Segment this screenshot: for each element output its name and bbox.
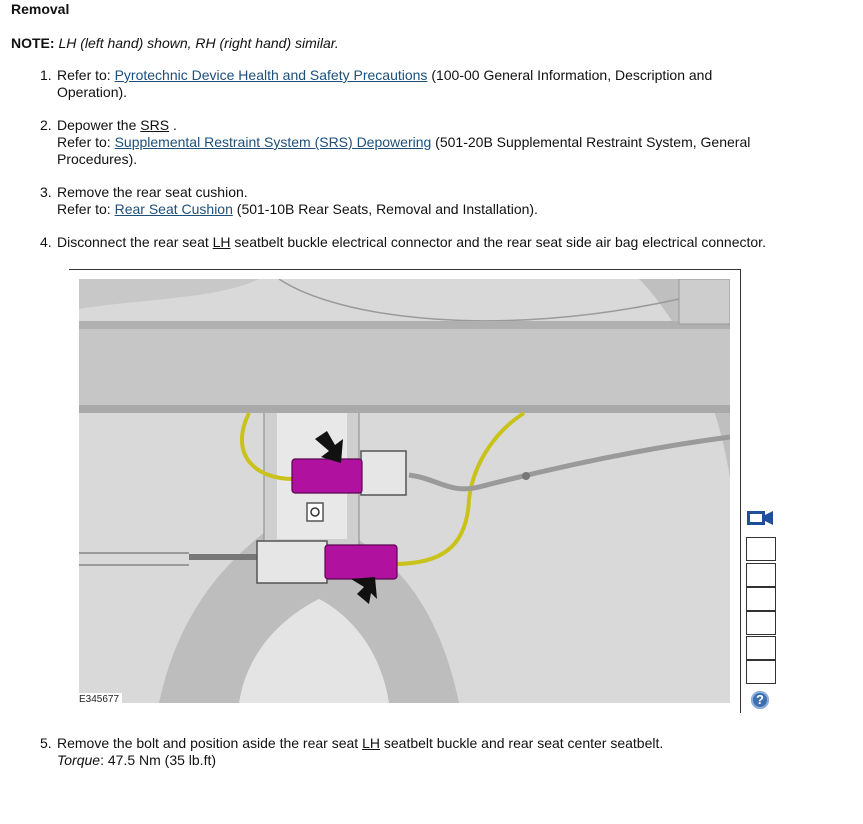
step-text: Refer to:	[57, 134, 115, 150]
step-text: Operation).	[57, 84, 128, 100]
note-text: LH (left hand) shown, RH (right hand) similar.	[58, 35, 339, 51]
help-icon[interactable]: ?	[751, 691, 769, 709]
step-text: .	[169, 117, 177, 133]
seatbelt-buckle-connector	[325, 545, 397, 579]
step-text: Depower the	[57, 117, 141, 133]
step-text: Remove the bolt and position aside the rear seat	[57, 735, 363, 751]
note	[11, 35, 339, 51]
tool-button[interactable]	[746, 563, 776, 587]
step-text: (501-20B Supplemental Restraint System, General	[431, 134, 751, 150]
step-text: Procedures).	[57, 151, 138, 167]
seat-frame-bar	[79, 321, 730, 413]
tool-button[interactable]	[746, 537, 776, 561]
connector-illustration	[79, 279, 730, 703]
step-number: 4.	[40, 234, 52, 250]
step-text: Refer to:	[57, 201, 115, 217]
side-airbag-connector	[292, 459, 362, 493]
tool-button[interactable]	[746, 611, 776, 635]
bolt-icon	[307, 503, 323, 521]
step-text: seatbelt buckle and rear seat center seatbelt.	[379, 735, 664, 751]
abbr-lh[interactable]: LH	[362, 735, 380, 751]
seatbelt-buckle-connector-housing	[257, 541, 327, 583]
note-label: NOTE:	[11, 35, 55, 51]
tool-button[interactable]	[746, 660, 776, 684]
step-text: (501-10B Rear Seats, Removal and Installation).	[232, 201, 538, 217]
link-rear-seat-cushion[interactable]: Rear Seat Cushion	[114, 201, 233, 217]
torque-value: : 47.5 Nm (35 lb.ft)	[100, 752, 217, 768]
step-text: Refer to:	[57, 67, 115, 83]
step-number: 2.	[40, 117, 52, 133]
figure-id: E345677	[76, 693, 122, 706]
step-text: (100-00 General Information, Description and	[427, 67, 713, 83]
side-airbag-connector-housing	[361, 451, 406, 495]
illustration-svg	[79, 279, 730, 703]
link-pyrotechnic-precautions[interactable]: Pyrotechnic Device Health and Safety Precautions	[114, 67, 428, 83]
abbr-lh[interactable]: LH	[212, 234, 231, 250]
tool-button[interactable]	[746, 587, 776, 611]
step-number: 1.	[40, 67, 52, 83]
step-text: Remove the rear seat cushion.	[57, 184, 248, 200]
step-text: seatbelt buckle electrical connector and the rear seat side air bag electrical connector.	[230, 234, 766, 250]
section-heading: Removal	[11, 1, 70, 17]
step-text: Disconnect the rear seat	[57, 234, 213, 250]
link-srs-depowering[interactable]: Supplemental Restraint System (SRS) Depowering	[114, 134, 432, 150]
step-number: 3.	[40, 184, 52, 200]
abbr-srs[interactable]: SRS	[140, 117, 170, 133]
tool-button[interactable]	[746, 636, 776, 660]
video-camera-icon[interactable]	[747, 511, 773, 525]
torque-label: Torque	[57, 752, 101, 768]
step-number: 5.	[40, 735, 52, 751]
